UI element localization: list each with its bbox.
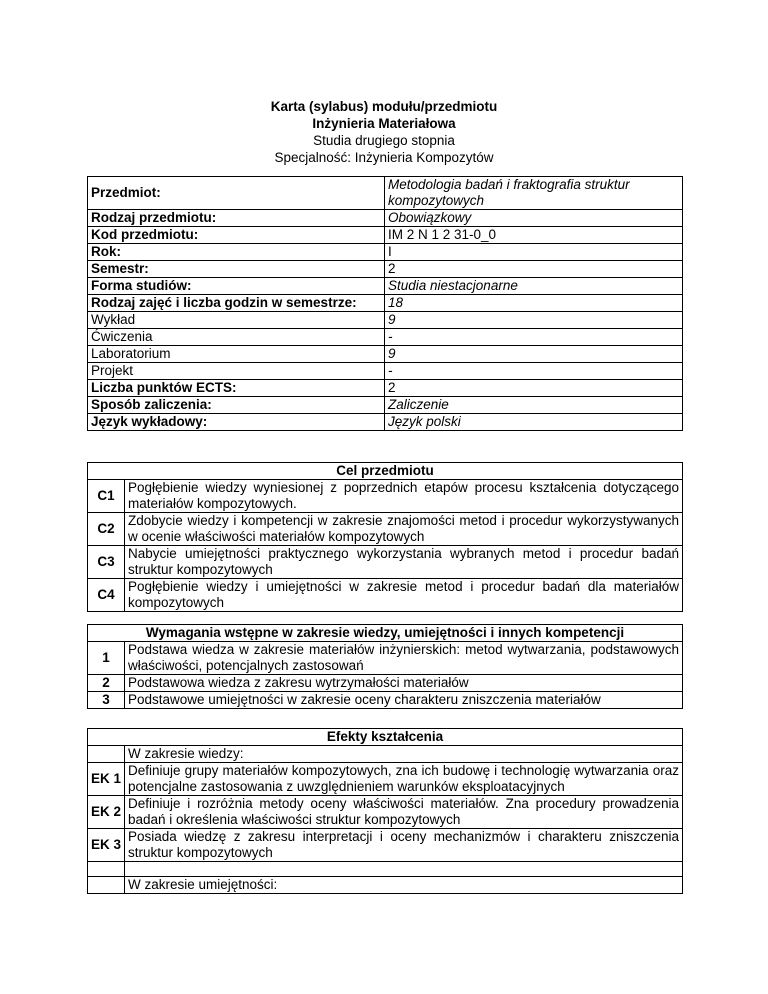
info-row — [88, 363, 683, 380]
learning-outcomes-table — [87, 728, 683, 894]
course-info-table — [87, 176, 683, 431]
prerequisite-row — [88, 692, 683, 709]
outcome-text: Definiuje i rozróżnia metody oceny właściwości materiałów. Zna procedury prowadzenia badań i określenia właściwości struktur kompozytowych — [125, 796, 683, 829]
info-key: Język wykładowy: — [88, 414, 385, 431]
outcome-text: Definiuje grupy materiałów kompozytowych, zna ich budowę i technologię wytwarzania oraz potencjalne zastosowania z uwzględnieniem warunków eksploatacyjnych — [125, 763, 683, 796]
info-row — [88, 329, 683, 346]
info-key: Liczba punktów ECTS: — [88, 380, 385, 397]
info-value: I — [385, 244, 683, 261]
objective-text: Pogłębienie wiedzy wyniesionej z poprzednich etapów procesu kształcenia dotyczącego materiałów kompozytowych. — [125, 480, 683, 513]
outcome-code: EK 3 — [88, 829, 125, 862]
prerequisite-code: 1 — [88, 642, 125, 675]
document-header — [0, 98, 768, 166]
info-row — [88, 380, 683, 397]
prerequisite-text: Podstawowa wiedza z zakresu wytrzymałości materiałów — [125, 675, 683, 692]
outcomes-section-knowledge: W zakresie wiedzy: — [125, 746, 683, 763]
objective-text: Pogłębienie wiedzy i umiejętności w zakresie metod i procedur badań dla materiałów kompozytowych — [125, 579, 683, 612]
objective-text: Zdobycie wiedzy i kompetencji w zakresie znajomości metod i procedur wykorzystywanych w ocenie właściwości materiałów kompozytowych — [125, 513, 683, 546]
info-value: Studia niestacjonarne — [385, 278, 683, 295]
info-row — [88, 177, 683, 210]
objective-row — [88, 480, 683, 513]
info-key: Wykład — [88, 312, 385, 329]
info-row — [88, 278, 683, 295]
info-row — [88, 414, 683, 431]
outcome-row — [88, 829, 683, 862]
info-key: Projekt — [88, 363, 385, 380]
info-value: Język polski — [385, 414, 683, 431]
info-row — [88, 346, 683, 363]
outcome-code: EK 1 — [88, 763, 125, 796]
outcome-section-row — [88, 877, 683, 894]
info-row — [88, 397, 683, 414]
info-key: Laboratorium — [88, 346, 385, 363]
info-key: Rodzaj przedmiotu: — [88, 210, 385, 227]
info-key: Kod przedmiotu: — [88, 227, 385, 244]
outcome-row — [88, 763, 683, 796]
info-key: Przedmiot: — [88, 177, 385, 210]
prerequisite-row — [88, 675, 683, 692]
info-value: - — [385, 363, 683, 380]
info-value: 18 — [385, 295, 683, 312]
outcome-text: Posiada wiedzę z zakresu interpretacji i oceny mechanizmów i charakteru zniszczenia struktur kompozytowych — [125, 829, 683, 862]
objective-row — [88, 579, 683, 612]
info-value: IM 2 N 1 2 31-0_0 — [385, 227, 683, 244]
objective-code: C3 — [88, 546, 125, 579]
outcome-row — [88, 796, 683, 829]
info-row — [88, 295, 683, 312]
info-value: 2 — [385, 261, 683, 278]
header-field: Inżynieria Materiałowa — [312, 116, 456, 131]
prerequisite-code: 3 — [88, 692, 125, 709]
objective-code: C4 — [88, 579, 125, 612]
info-value: Zaliczenie — [385, 397, 683, 414]
info-row — [88, 210, 683, 227]
prerequisite-code: 2 — [88, 675, 125, 692]
objective-row — [88, 546, 683, 579]
info-value: 2 — [385, 380, 683, 397]
header-title: Karta (sylabus) modułu/przedmiotu — [270, 99, 498, 114]
info-key: Semestr: — [88, 261, 385, 278]
prerequisite-text: Podstawa wiedza w zakresie materiałów inżynierskich: metod wytwarzania, podstawowych właściwości, potencjalnych zastosowań — [125, 642, 683, 675]
prerequisites-title: Wymagania wstępne w zakresie wiedzy, umiejętności i innych kompetencji — [88, 625, 683, 642]
info-value: Obowiązkowy — [385, 210, 683, 227]
objectives-title: Cel przedmiotu — [88, 463, 683, 480]
info-row — [88, 244, 683, 261]
prerequisites-table — [87, 624, 683, 709]
empty-row — [88, 862, 683, 877]
objective-text: Nabycie umiejętności praktycznego wykorzystania wybranych metod i procedur badań struktur kompozytowych — [125, 546, 683, 579]
outcomes-title: Efekty kształcenia — [88, 729, 683, 746]
info-value: Metodologia badań i fraktografia struktur kompozytowych — [385, 177, 683, 210]
outcomes-section-skills: W zakresie umiejętności: — [125, 877, 683, 894]
info-key: Rodzaj zajęć i liczba godzin w semestrze: — [88, 295, 385, 312]
info-key: Rok: — [88, 244, 385, 261]
course-objectives-table — [87, 462, 683, 612]
header-specialization: Specjalność: Inżynieria Kompozytów — [274, 150, 494, 165]
objective-code: C1 — [88, 480, 125, 513]
prerequisite-text: Podstawowe umiejętności w zakresie oceny charakteru zniszczenia materiałów — [125, 692, 683, 709]
info-value: 9 — [385, 312, 683, 329]
info-row — [88, 312, 683, 329]
info-row — [88, 227, 683, 244]
info-row — [88, 261, 683, 278]
info-key: Sposób zaliczenia: — [88, 397, 385, 414]
objective-code: C2 — [88, 513, 125, 546]
info-value: 9 — [385, 346, 683, 363]
outcome-section-row — [88, 746, 683, 763]
objective-row — [88, 513, 683, 546]
prerequisite-row — [88, 642, 683, 675]
header-level: Studia drugiego stopnia — [313, 133, 455, 148]
info-key: Forma studiów: — [88, 278, 385, 295]
info-value: - — [385, 329, 683, 346]
info-key: Ćwiczenia — [88, 329, 385, 346]
outcome-code: EK 2 — [88, 796, 125, 829]
